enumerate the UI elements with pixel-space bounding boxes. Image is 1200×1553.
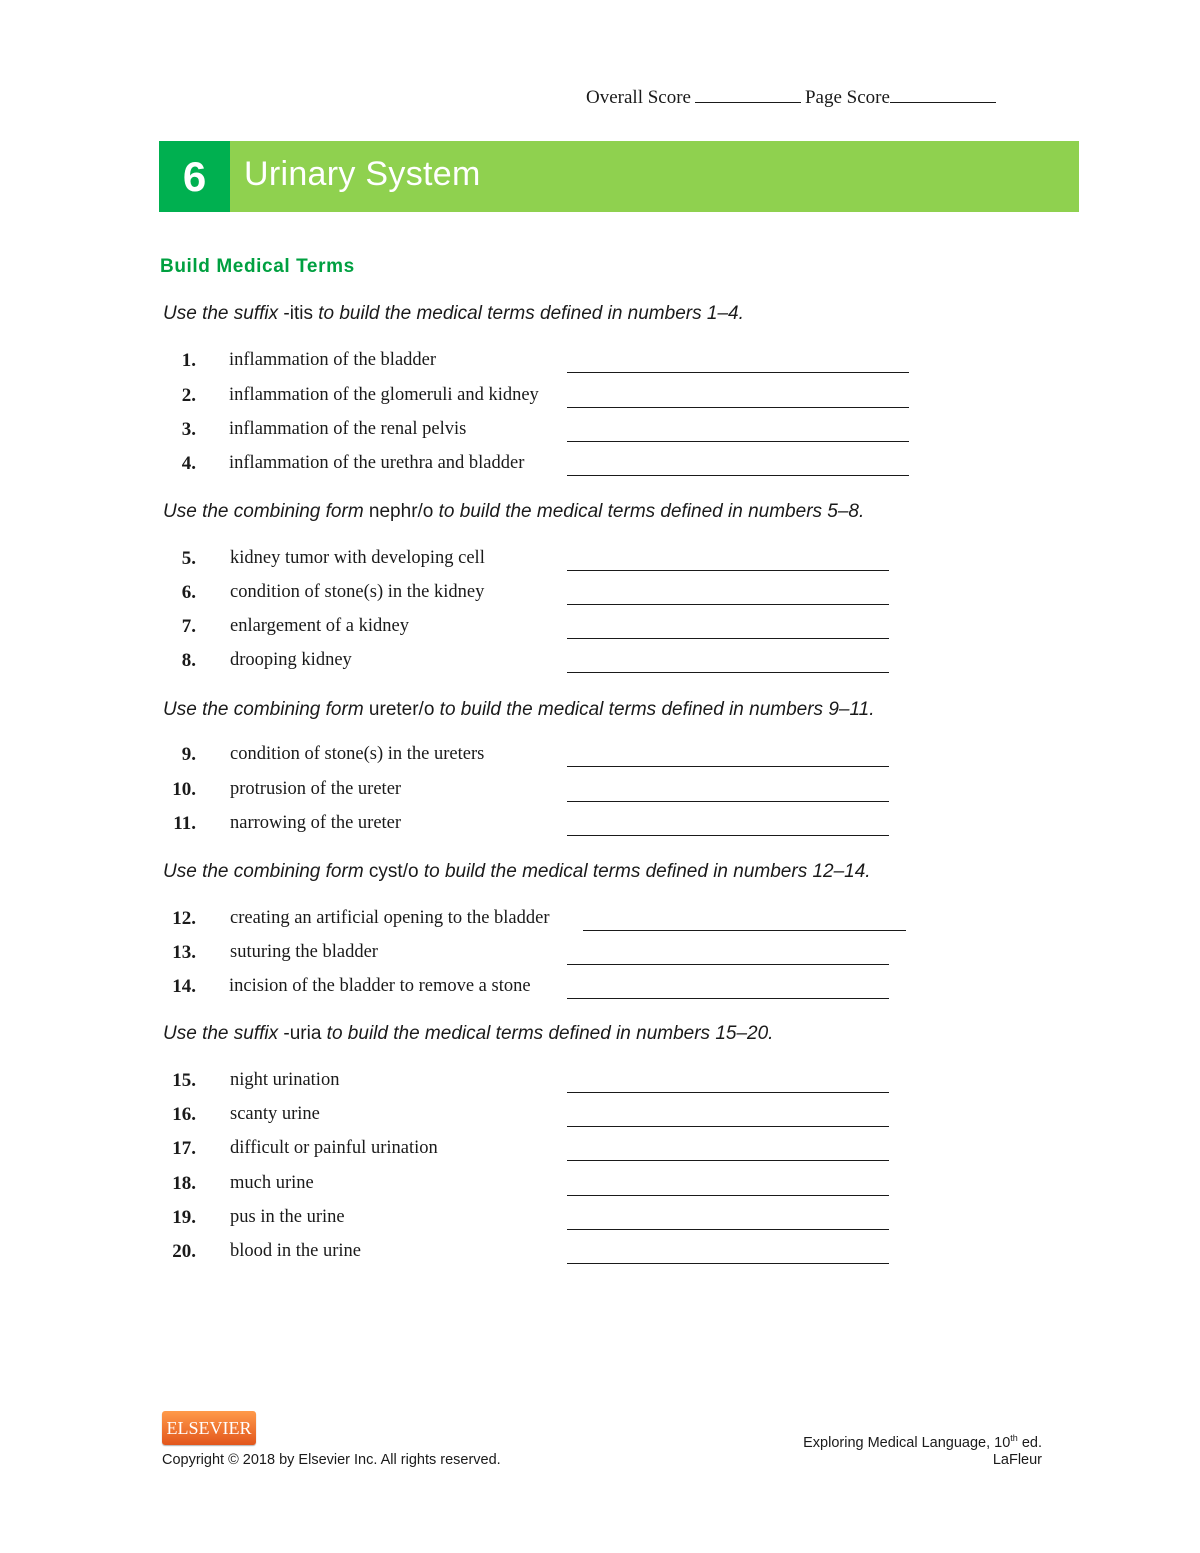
item-definition: much urine [230, 1173, 314, 1193]
overall-score-label: Overall Score [586, 87, 691, 108]
exercise-item [160, 1138, 920, 1166]
item-number: 14. [172, 976, 196, 997]
exercise-item [160, 779, 920, 807]
book-title-text: Exploring Medical Language, 10 [803, 1434, 1011, 1451]
answer-blank-line[interactable] [567, 835, 889, 836]
score-line [586, 84, 1000, 109]
item-number: 15. [172, 1070, 196, 1091]
exercise-item [160, 813, 920, 841]
item-definition: protrusion of the ureter [230, 779, 402, 799]
overall-score-blank[interactable] [695, 84, 801, 103]
item-number: 6. [181, 582, 196, 603]
exercise-item [160, 650, 920, 678]
edition-suffix: ed. [1017, 1434, 1042, 1451]
exercise-item [160, 1207, 920, 1235]
item-number: 1. [181, 350, 196, 371]
exercise-item [160, 1241, 920, 1269]
item-definition: difficult or painful urination [230, 1138, 438, 1158]
item-number: 12. [172, 908, 196, 929]
book-title [803, 1433, 1042, 1451]
section-heading: Build Medical Terms [160, 256, 355, 277]
exercise-item [160, 582, 920, 610]
answer-blank-line[interactable] [567, 1229, 889, 1230]
item-definition: scanty urine [230, 1104, 320, 1124]
exercise-item [160, 548, 920, 576]
exercise-item [160, 419, 920, 447]
item-definition: creating an artificial opening to the bladder [230, 908, 550, 928]
copyright-text: Copyright © 2018 by Elsevier Inc. All rights reserved. [162, 1452, 501, 1468]
answer-blank-line[interactable] [567, 1126, 889, 1127]
instruction-text: Use the suffix [163, 1023, 284, 1044]
item-number: 17. [172, 1138, 196, 1159]
author-name: LaFleur [992, 1452, 1042, 1468]
exercise-item [160, 616, 920, 644]
exercise-item [160, 1070, 920, 1098]
answer-blank-line[interactable] [567, 998, 889, 999]
exercise-item [160, 453, 920, 481]
item-definition: incision of the bladder to remove a stone [229, 976, 531, 996]
exercise-item [160, 908, 920, 936]
item-definition: inflammation of the glomeruli and kidney [229, 385, 539, 405]
answer-blank-line[interactable] [567, 372, 909, 373]
answer-blank-line[interactable] [567, 604, 889, 605]
answer-blank-line[interactable] [567, 475, 909, 476]
item-number: 8. [181, 650, 196, 671]
instruction-1 [163, 303, 744, 325]
answer-blank-line[interactable] [583, 930, 906, 931]
instruction-text: Use the suffix [163, 303, 284, 324]
item-number: 10. [172, 779, 196, 800]
chapter-title: Urinary System [244, 155, 481, 193]
exercise-item [160, 1104, 920, 1132]
item-definition: inflammation of the bladder [229, 350, 437, 370]
item-number: 13. [172, 942, 196, 963]
chapter-number: 6 [159, 141, 230, 212]
instruction-text: Use the combining form [163, 699, 369, 720]
item-number: 16. [172, 1104, 196, 1125]
instruction-text: Use the combining form [163, 501, 369, 522]
page-score-blank[interactable] [890, 84, 996, 103]
item-definition: condition of stone(s) in the ureters [230, 744, 485, 764]
item-number: 20. [172, 1241, 196, 1262]
answer-blank-line[interactable] [567, 766, 889, 767]
answer-blank-line[interactable] [567, 964, 889, 965]
exercise-item [160, 350, 920, 378]
item-number: 11. [173, 813, 196, 834]
answer-blank-line[interactable] [567, 1160, 889, 1161]
item-definition: night urination [230, 1070, 340, 1090]
exercise-item [160, 976, 920, 1004]
answer-blank-line[interactable] [567, 638, 889, 639]
answer-blank-line[interactable] [567, 672, 889, 673]
answer-blank-line[interactable] [567, 801, 889, 802]
item-definition: inflammation of the urethra and bladder [229, 453, 525, 473]
item-definition: suturing the bladder [230, 942, 378, 962]
answer-blank-line[interactable] [567, 1263, 889, 1264]
item-number: 5. [181, 548, 196, 569]
exercise-item [160, 385, 920, 413]
item-number: 9. [181, 744, 196, 765]
edition-superscript: th [1010, 1433, 1018, 1443]
item-number: 7. [181, 616, 196, 637]
exercise-item [160, 942, 920, 970]
item-definition: enlargement of a kidney [230, 616, 409, 636]
item-number: 2. [181, 385, 196, 406]
instruction-text: to build the medical terms defined in numbers 12–14. [418, 861, 871, 882]
item-definition: blood in the urine [230, 1241, 362, 1261]
page-score-label: Page Score [804, 87, 890, 108]
item-definition: drooping kidney [230, 650, 352, 670]
instruction-word-part: -itis [283, 303, 313, 324]
instruction-text: Use the combining form [163, 861, 369, 882]
answer-blank-line[interactable] [567, 441, 909, 442]
item-number: 4. [181, 453, 196, 474]
item-number: 3. [181, 419, 196, 440]
instruction-word-part: cyst/o [368, 861, 419, 882]
answer-blank-line[interactable] [567, 407, 909, 408]
instruction-5 [163, 1023, 773, 1045]
instruction-4 [163, 861, 871, 883]
item-definition: kidney tumor with developing cell [230, 548, 485, 568]
item-number: 19. [172, 1207, 196, 1228]
instruction-text: to build the medical terms defined in numbers 5–8. [433, 501, 865, 522]
answer-blank-line[interactable] [567, 1195, 889, 1196]
chapter-banner [159, 141, 1079, 212]
answer-blank-line[interactable] [567, 570, 889, 571]
answer-blank-line[interactable] [567, 1092, 889, 1093]
exercise-item [160, 1173, 920, 1201]
item-number: 18. [172, 1173, 196, 1194]
elsevier-logo: ELSEVIER [162, 1411, 256, 1445]
exercise-item [160, 744, 920, 772]
item-definition: inflammation of the renal pelvis [229, 419, 467, 439]
item-definition: narrowing of the ureter [230, 813, 402, 833]
instruction-text: to build the medical terms defined in numbers 1–4. [312, 303, 744, 324]
instruction-3 [163, 699, 874, 721]
instruction-word-part: ureter/o [368, 699, 435, 720]
instruction-text: to build the medical terms defined in numbers 9–11. [434, 699, 875, 720]
item-definition: pus in the urine [230, 1207, 345, 1227]
item-definition: condition of stone(s) in the kidney [230, 582, 485, 602]
instruction-2 [163, 501, 864, 523]
instruction-text: to build the medical terms defined in numbers 15–20. [321, 1023, 774, 1044]
instruction-word-part: -uria [283, 1023, 322, 1044]
instruction-word-part: nephr/o [368, 501, 434, 522]
